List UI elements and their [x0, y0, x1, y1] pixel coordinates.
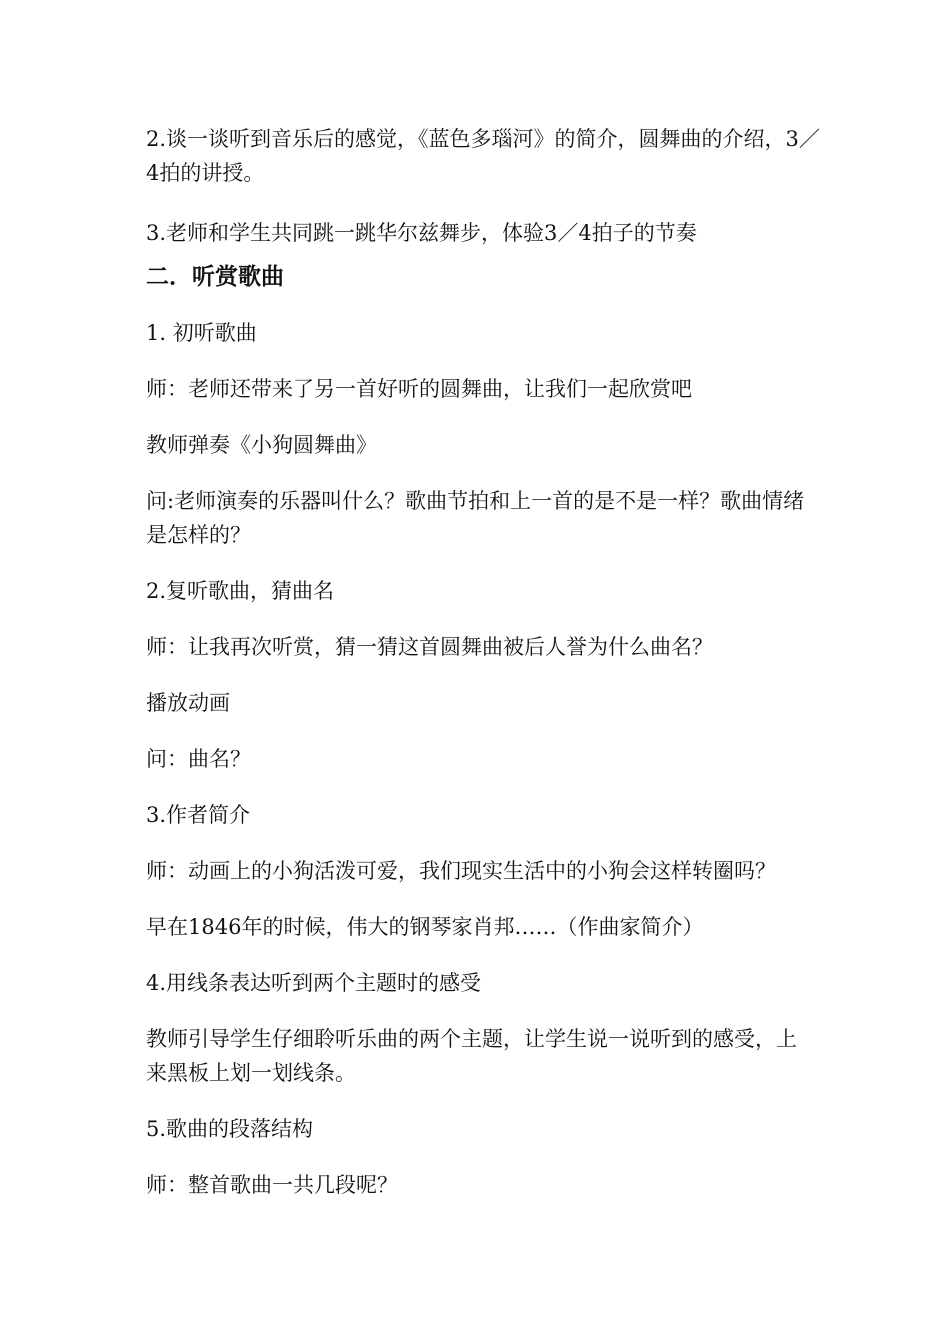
paragraph-relisten: 2.复听歌曲，猜曲名	[146, 579, 335, 603]
paragraph-teacher-guides: 教师引导学生仔细聆听乐曲的两个主题，让学生说一说听到的感受，上来黑板上划一划线条。	[146, 1027, 797, 1085]
paragraph-author-intro: 3.作者简介	[146, 803, 251, 827]
paragraph-lines-themes: 4.用线条表达听到两个主题时的感受	[146, 971, 482, 995]
paragraph-first-listen: 1. 初听歌曲	[146, 321, 257, 345]
paragraph-chopin: 早在1846年的时候，伟大的钢琴家肖邦……（作曲家简介）	[146, 915, 704, 939]
section-heading-listen: 二．听赏歌曲	[146, 264, 284, 290]
paragraph-waltz-dance: 3.老师和学生共同跳一跳华尔兹舞步，体验3／4拍子的节奏	[146, 221, 697, 245]
paragraph-song-structure: 5.歌曲的段落结构	[146, 1117, 314, 1141]
paragraph-how-many-sections: 师：整首歌曲一共几段呢？	[146, 1173, 398, 1197]
paragraph-question-instrument: 问:老师演奏的乐器叫什么？歌曲节拍和上一首的是不是一样？歌曲情绪是怎样的？	[146, 489, 805, 547]
paragraph-question-title: 问：曲名？	[146, 747, 251, 771]
paragraph-puppy-animation: 师：动画上的小狗活泼可爱，我们现实生活中的小狗会这样转圈吗？	[146, 859, 776, 883]
paragraph-play-animation: 播放动画	[146, 691, 230, 715]
paragraph-intro-feeling: 2.谈一谈听到音乐后的感觉，《蓝色多瑙河》的简介，圆舞曲的介绍，3／4拍的讲授。	[146, 127, 820, 185]
paragraph-teacher-intro: 师：老师还带来了另一首好听的圆舞曲，让我们一起欣赏吧	[146, 377, 692, 401]
paragraph-guess-title: 师：让我再次听赏，猜一猜这首圆舞曲被后人誉为什么曲名？	[146, 635, 713, 659]
paragraph-teacher-plays: 教师弹奏《小狗圆舞曲》	[146, 433, 377, 457]
